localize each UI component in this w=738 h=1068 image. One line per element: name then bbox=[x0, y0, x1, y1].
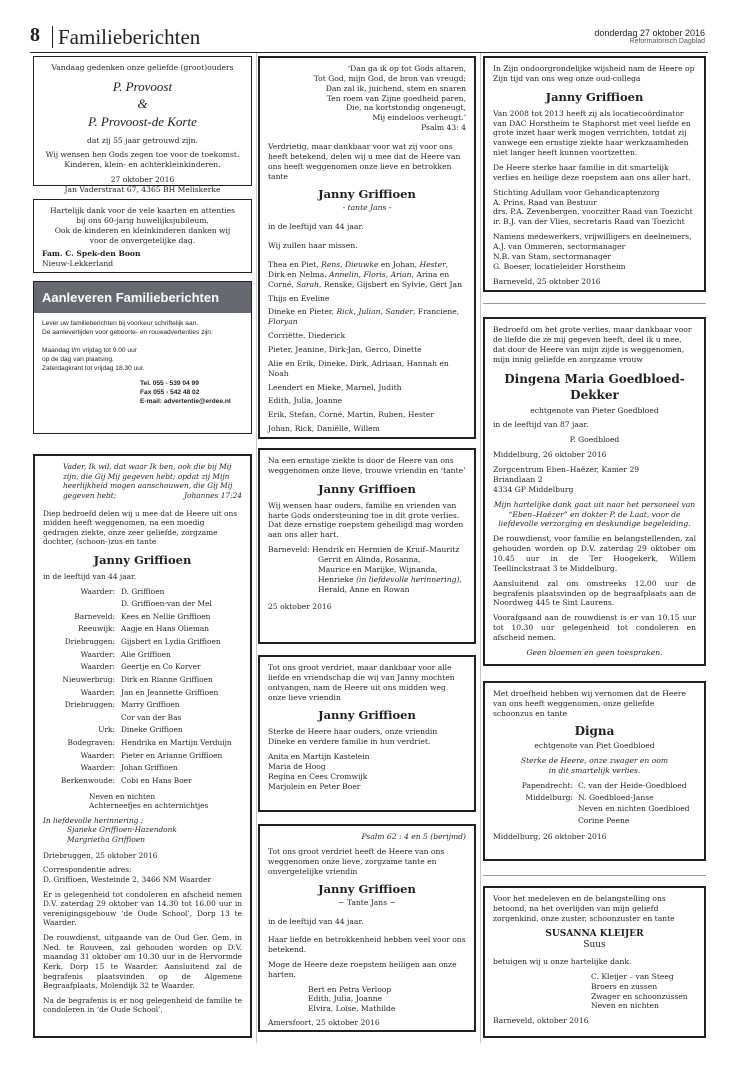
thanks-notice-kleijer bbox=[483, 886, 706, 1038]
family-names: Johan Griffioen bbox=[121, 763, 178, 773]
family-place: Driebruggen: bbox=[64, 637, 115, 647]
family-line: Dineke en Pieter, Rick, Julian, Sander, Franciene, Floryan bbox=[268, 307, 460, 327]
family-line: Edith, Julia, Joanne bbox=[268, 396, 343, 406]
thanks-line: bij ons 60-jarig huwelijksjubileum. bbox=[76, 215, 209, 225]
deceased-age: in de leeftijd van 44 jaar. bbox=[268, 222, 364, 232]
notice-paragraph: De rouwdienst, uitgaande van de Oud Ger. Gem. in Ned. te Rouveen, zal gehouden worden op D.V. maandag 31 oktober om 10.30 uur in de Hervormde Kerk, Dorp 15 te Waarder. Aansluitend zal de begrafenis plaatsvinden op de Algemene Begraafplaats, Molendijk 32 te Waarder. bbox=[43, 933, 242, 991]
family-line: Corriëtte, Diederick bbox=[268, 331, 346, 341]
verse-line: Ten roem van Zijne goedheid paren, bbox=[326, 93, 466, 103]
notice-paragraph: Na de begrafenis is er nog gelegenheid de familie te condoleren in ‘de Oude School’. bbox=[43, 995, 242, 1015]
signature-line: Barneveld: Hendrik en Hermien de Kruif–Mauritz bbox=[268, 545, 460, 555]
family-names: Geertje en Co Korver bbox=[121, 662, 201, 672]
family-names: Kees en Nellie Griffioen bbox=[121, 611, 211, 621]
notice-paragraph: Sterke de Heere haar ouders, onze vriendin Dineke en verdere familie in hun verdriet. bbox=[268, 727, 438, 747]
deceased-nickname: ~ Tante Jans ~ bbox=[338, 898, 396, 908]
anniversary-ampersand: & bbox=[137, 96, 148, 112]
address-line: 4334 GP Middelburg bbox=[493, 484, 574, 494]
signature-line: ir. B.J. van der Vlies, secretaris Raad van Toezicht bbox=[493, 217, 685, 227]
verse-reference: Psalm 62 : 4 en 5 (berijmd) bbox=[361, 832, 466, 841]
signature-line: Namens medewerkers, vrijwilligers en deelnemers, bbox=[493, 232, 692, 242]
notice-paragraph: Wij wensen haar ouders, familie en vrienden van harte Gods ondersteuning toe in dit grote verlies. Dat deze ernstige roepstem geheiligd mag worden aan ons aller hart. bbox=[268, 500, 464, 540]
notice-date: 25 oktober 2016 bbox=[268, 602, 332, 612]
signature-line: Stichting Adullam voor Gehandicaptenzorg bbox=[493, 187, 660, 197]
signature-line: Henrieke bbox=[318, 574, 354, 584]
anniversary-date: 27 oktober 2016 bbox=[110, 175, 175, 185]
deceased-name: Janny Griffioen bbox=[318, 481, 416, 496]
notice-paragraph: Aansluitend zal om omstreeks 12.00 uur de begrafenis plaatsvinden op de begraafplaats aan de Noordweg 445 te Sint Laurens. bbox=[493, 578, 696, 608]
issue-date: donderdag 27 oktober 2016 bbox=[594, 28, 705, 38]
signature-line: Broers en zussen bbox=[591, 981, 658, 991]
deceased-name: Janny Griffioen bbox=[318, 187, 416, 202]
family-names: Hendrika en Martijn Verduijn bbox=[121, 738, 232, 748]
family-list bbox=[268, 260, 466, 434]
notice-paragraph: Haar liefde en betrokkenheid hebben veel voor ons betekend. bbox=[268, 935, 466, 954]
notice-place-date: Barneveld, 25 oktober 2016 bbox=[493, 276, 601, 286]
memory-name: Margrietha Griffioen bbox=[67, 835, 145, 845]
family-place bbox=[493, 804, 573, 814]
signature-line: Elvira, Loïse, Mathilde bbox=[308, 1004, 396, 1014]
relatives-line: Achterneefjes en achternichtjes bbox=[89, 801, 209, 811]
family-line: Thijs en Eveline bbox=[268, 293, 330, 303]
thanks-line: Hartelijk dank voor de vele kaarten en attenties bbox=[49, 206, 236, 215]
signature-line: A. Prins, Raad van Bestuur bbox=[493, 197, 597, 207]
notice-place-date: Middelburg, 26 oktober 2016 bbox=[493, 832, 607, 842]
deceased-name: SUSANNA KLEIJER bbox=[545, 928, 644, 939]
family-line: Leendert en Mieke, Marnel, Judith bbox=[268, 382, 402, 392]
family-line: Erik, Stefan, Corné, Martin, Ruben, Hester bbox=[268, 410, 435, 420]
notice-paragraph: De Heere sterke haar familie in dit smartelijk verlies en heilige deze roepstem aan ons aller hart. bbox=[493, 162, 691, 182]
family-place: Waarder: bbox=[80, 662, 115, 672]
death-notice-family bbox=[33, 454, 252, 1038]
notice-intro: Met droefheid hebben wij vernomen dat de Heere van ons heeft weggenomen, onze geliefde schoonzus en tante bbox=[493, 689, 687, 718]
deceased-name: Janny Griffioen bbox=[93, 553, 192, 567]
family-place: Waarder: bbox=[80, 750, 115, 760]
signature-line: Anita en Martijn Kastelein bbox=[268, 752, 370, 762]
family-place bbox=[493, 816, 573, 826]
family-place: Driebruggen: bbox=[64, 700, 115, 710]
family-place: Barneveld: bbox=[74, 611, 115, 621]
deceased-name: Janny Griffioen bbox=[318, 882, 416, 897]
deceased-nickname: Suus bbox=[583, 940, 606, 951]
anniversary-address: Jan Vaderstraat 67, 4365 BH Meliskerke bbox=[64, 184, 221, 194]
relatives-line: Neven en nichten bbox=[89, 791, 156, 801]
family-names: Aagje en Hans Olieman bbox=[121, 624, 210, 634]
family-names: Cor van der Bas bbox=[121, 712, 182, 722]
family-place: Waarder: bbox=[80, 649, 115, 659]
memory-label: In liefdevolle herinnering : bbox=[43, 815, 144, 825]
family-names: N. Goedbloed-Janse bbox=[578, 792, 654, 802]
family-place: Waarder: bbox=[80, 687, 115, 697]
death-notice-friends bbox=[258, 655, 476, 812]
signature-line: Maurice en Marijke, Wijnanda, bbox=[318, 564, 438, 574]
verse-line: zijn, die Gij Mij gegeven hebt; opdat zij Mijn bbox=[63, 471, 230, 481]
thanks-notice bbox=[33, 199, 252, 273]
deceased-name: Digna bbox=[574, 723, 615, 738]
notice-intro: Na een ernstige ziekte is door de Heere van ons weggenomen onze lieve, trouwe vriendin en ‘tante’ bbox=[268, 456, 466, 475]
verse-line: gegeven hebt; bbox=[63, 490, 117, 500]
notice-intro: Verdrietig, maar dankbaar voor wat zij voor ons heeft betekend, delen wij u mee dat de Heere van ons heeft weggenomen onze lieve en betrokken tante bbox=[268, 142, 461, 181]
submission-phone: Tel. 055 - 539 04 99 bbox=[140, 380, 199, 388]
signature-line: Marjolein en Peter Boer bbox=[268, 781, 361, 791]
page-header bbox=[0, 0, 738, 52]
family-place: Berkenwoude: bbox=[60, 775, 115, 785]
memory-note: (in liefdevolle herinnering), bbox=[356, 574, 462, 584]
anniversary-line: Wij wensen hen Gods zegen toe voor de toekomst. bbox=[45, 150, 240, 160]
family-list bbox=[43, 587, 242, 786]
verse-reference: Johannes 17:24 bbox=[184, 490, 242, 500]
section-rule bbox=[483, 875, 706, 876]
deceased-age: in de leeftijd van 87 jaar. bbox=[493, 420, 589, 430]
deceased-name: Janny Griffioen bbox=[545, 89, 644, 104]
family-names: Cobi en Hans Boer bbox=[121, 775, 192, 785]
newspaper-name: Reformatorisch Dagblad bbox=[629, 38, 705, 45]
address-line: Zorgcentrum Eben–Haëzer, Kamer 29 bbox=[493, 465, 640, 475]
family-names: Dirk en Rianne Griffioen bbox=[121, 674, 213, 684]
submission-fax: Fax 055 - 542 48 02 bbox=[140, 389, 200, 397]
anniversary-line: Kinderen, klein- en achterkleinkinderen. bbox=[64, 160, 221, 170]
column-divider bbox=[480, 53, 481, 1043]
verse-line: Tot God, mijn God, de bron van vreugd; bbox=[313, 73, 466, 83]
notice-place-date: Middelburg, 26 oktober 2016 bbox=[493, 450, 607, 460]
notice-intro: Voor het medeleven en de belangstelling ons betoond, na het overlijden van mijn geliefd zorgenkind, onze zuster, schoonzuster en tante bbox=[493, 894, 675, 923]
anniversary-intro: Vandaag gedenken onze geliefde (groot)ouders bbox=[51, 63, 234, 72]
verse-line: Sterke de Heere, onze zwager en oom bbox=[520, 756, 669, 766]
family-names: C. van der Heide-Goedbloed bbox=[578, 780, 687, 790]
notice-place-date: Amersfoort, 25 oktober 2016 bbox=[268, 1018, 380, 1028]
submission-line: op de dag van plaatsing. bbox=[42, 355, 114, 363]
family-line: Alie en Erik, Dineke, Dirk, Adriaan, Hannah en Noah bbox=[268, 358, 449, 378]
signature-line: Gerrit en Alinda, Rosanna, bbox=[318, 554, 421, 564]
anniversary-line: dat zij 55 jaar getrouwd zijn. bbox=[87, 135, 198, 145]
family-place: Reeuwijk: bbox=[77, 624, 115, 634]
signature-line: G. Boeser, locatieleider Horstheim bbox=[493, 261, 626, 271]
notice-intro: Bedroefd om het grote verlies, maar dankbaar voor de liefde die ze mij gegeven heeft, deel ik u mee, dat door de Heere van mijn zijde is weggenomen, mijn innig geliefde en zorgzame vrouw bbox=[493, 325, 692, 364]
notice-place-date: Barneveld, oktober 2016 bbox=[493, 1016, 589, 1026]
page-number: 8 bbox=[30, 24, 40, 46]
deceased-name: Dingena Maria Goedbloed- bbox=[504, 372, 685, 387]
verse-line: in dit smartelijk verlies. bbox=[548, 765, 641, 775]
family-place: Urk: bbox=[98, 725, 115, 735]
signature-line: Bert en Petra Verloop bbox=[308, 984, 392, 994]
death-notice-colleagues bbox=[483, 56, 706, 292]
section-rule bbox=[483, 303, 706, 304]
deceased-name-continued: Dekker bbox=[570, 388, 619, 403]
thanks-message: Mijn hartelijke dank gaat uit naar het personeel van “Eben–Haëzer” en dokter P. de Laat, voor de liefdevolle verzorging en deskundige begeleiding. bbox=[493, 499, 696, 529]
notice-paragraph: Er is gelegenheid tot condoleren en afscheid nemen D.V. zaterdag 29 oktober van 14.30 tot 16.00 uur in verenigingsgebouw ‘de Oude School’, Dorp 13 te Waarder. bbox=[43, 889, 242, 928]
thanks-place: Nieuw-Lekkerland bbox=[42, 259, 114, 269]
family-names: Marry Griffioen bbox=[121, 700, 180, 710]
signature-line: Regina en Cees Cromwijk bbox=[268, 771, 368, 781]
verse-line: Die, na kortstondig ongeneugt, bbox=[346, 103, 466, 113]
verse-line: Vader, Ik wil, dat waar Ik ben, ook die bij Mij bbox=[63, 462, 232, 471]
family-place: Nieuwerbrug: bbox=[62, 674, 115, 684]
thanks-line: voor de onvergetelijke dag. bbox=[89, 235, 196, 245]
signature-line: drs. P.A. Zevenbergen, voorzitter Raad van Toezicht bbox=[493, 207, 693, 217]
notice-intro: Diep bedroefd delen wij u mee dat de Heere uit ons midden heeft weggenomen, na een moedig gedragen ziekte, onze zeer geliefde, zorgzame dochter, (schoon-)zus en tante bbox=[43, 508, 238, 547]
family-line: Johan, Rick, Daniëlle, Willem bbox=[268, 424, 380, 434]
death-notice-amersfoort bbox=[258, 824, 476, 1032]
column-divider bbox=[256, 53, 257, 1043]
notice-paragraph: Voorafgaand aan de rouwdienst is er van 10.15 uur tot 10.30 uur gelegenheid tot condoleren en afscheid nemen. bbox=[493, 613, 696, 642]
family-list bbox=[493, 781, 696, 826]
signature: P. Goedbloed bbox=[569, 435, 620, 445]
verse-line: heerlijkheid mogen aanschouwen, die Gij Mij bbox=[63, 481, 233, 491]
header-rule bbox=[30, 52, 708, 53]
signature-line: Edith, Julia, Joanne bbox=[308, 994, 383, 1004]
death-notice-nieces-nephews bbox=[258, 56, 476, 439]
verse-line: Mij eindeloos verheugt.’ bbox=[372, 113, 466, 123]
notice-place-date: Driebruggen, 25 oktober 2016 bbox=[43, 850, 158, 860]
deceased-spouse: echtgenote van Piet Goedbloed bbox=[534, 741, 655, 751]
family-line: Thea en Piet, Rens, Dieuwke en Johan, Hester, Dirk en Nelma, Annelin, Floris, Arian, Arina en Corné, Sarah, Renske, Gijsbert en Sylvie, Gert Jan bbox=[268, 259, 462, 289]
anniversary-notice bbox=[33, 56, 252, 194]
submission-line: Zaterdagkrant tot vrijdag 18.30 uur. bbox=[42, 364, 145, 372]
anniversary-name-2: P. Provoost-de Korte bbox=[88, 113, 197, 129]
thanks-message: betuigen wij u onze hartelijke dank. bbox=[493, 956, 632, 966]
submission-line: Lever uw familieberichten bij voorkeur schriftelijk aan. bbox=[42, 320, 199, 327]
family-place bbox=[43, 599, 115, 609]
signature-line: Herald, Anne en Rowan bbox=[318, 584, 410, 594]
thanks-line: Ook de kinderen en kleinkinderen danken wij bbox=[54, 225, 231, 235]
notice-intro: In Zijn ondoorgrondelijke wijsheid nam de Heere op Zijn tijd van ons weg onze oud-collega bbox=[493, 64, 695, 83]
family-names: Neven en nichten Goedbloed bbox=[578, 804, 690, 814]
thanks-signature: Fam. C. Spek-den Boon bbox=[42, 249, 141, 259]
header-divider bbox=[52, 26, 53, 48]
memory-name: Sjaneke Griffioen-Hazendonk bbox=[67, 825, 177, 835]
submission-line: De aanlevertijden voor geboorte- en rouwadvertenties zijn: bbox=[42, 328, 213, 336]
death-notice-friends-barneveld bbox=[258, 448, 476, 644]
notice-paragraph: Van 2008 tot 2013 heeft zij als locatiecoördinator van DAC Horstheim te Staphorst met veel liefde en grote inzet haar werk mogen verrichten, totdat zij vanwege een ernstige ziekte haar werkzaamheden niet langer heeft kunnen voortzetten. bbox=[493, 108, 691, 158]
signature-line: N.B. van Stam, sectormanager bbox=[493, 251, 611, 261]
signature-line: Maria de Hoog bbox=[268, 761, 326, 771]
family-names: Alie Griffioen bbox=[121, 649, 171, 659]
family-place: Bodegraven: bbox=[67, 738, 115, 748]
notice-paragraph: De rouwdienst, voor familie en belangstellenden, zal gehouden worden op D.V. zaterdag 29 oktober om 10.45 uur in de Ter Hoogekerk, Willem Teellinckstraat 3 te Middelburg. bbox=[493, 534, 696, 573]
family-place: Middelburg: bbox=[525, 792, 573, 802]
notice-intro: Tot ons groot verdriet heeft de Heere van ons weggenomen onze lieve, zorgzame tante en onvergetelijke vriendin bbox=[268, 846, 445, 876]
notice-intro: Tot ons groot verdriet, maar dankbaar voor alle liefde en vriendschap die wij van Janny mochten ontvangen, nam de Heere uit ons midden weg onze lieve vriendin bbox=[268, 663, 455, 702]
address-line: Briandlaan 2 bbox=[493, 474, 543, 484]
deceased-spouse: echtgenote van Pieter Goedbloed bbox=[530, 405, 659, 415]
death-notice-in-laws bbox=[483, 681, 706, 861]
submission-line: Maandag t/m vrijdag tot 9.00 uur bbox=[42, 346, 137, 354]
anniversary-name-1: P. Provoost bbox=[112, 78, 173, 94]
family-names: Pieter en Arianne Griffioen bbox=[121, 750, 223, 760]
family-names: Jan en Jeannette Griffioen bbox=[121, 687, 219, 697]
verse-line: ‘Dan ga ik op tot Gods altaren, bbox=[347, 64, 466, 73]
notice-line: Wij zullen haar missen. bbox=[268, 241, 358, 251]
death-notice-spouse bbox=[483, 317, 706, 666]
family-line: Pieter, Jeanine, Dirk-Jan, Gerco, Dinette bbox=[268, 344, 422, 354]
family-names: Corine Peene bbox=[578, 816, 630, 826]
verse-line: Dan zal ik, juichend, stem en snaren bbox=[325, 83, 466, 93]
signature-line: Zwager en schoonzussen bbox=[591, 991, 688, 1001]
deceased-name: Janny Griffioen bbox=[318, 708, 416, 723]
correspondence-label: Correspondentie adres: bbox=[43, 865, 132, 875]
notice-footnote: Geen bloemen en geen toespraken. bbox=[526, 647, 663, 657]
signature-line: C. Kleijer – van Steeg bbox=[591, 971, 674, 981]
signature-line: A.J. van Ommeren, sectormanager bbox=[493, 241, 626, 251]
submission-email[interactable]: E-mail: advertentie@erdee.nl bbox=[140, 398, 231, 406]
family-place bbox=[43, 713, 115, 723]
submission-title: Aanleveren Familieberichten bbox=[34, 282, 251, 313]
family-place: Papendrecht: bbox=[521, 780, 573, 790]
family-names: D. Griffioen-van der Mel bbox=[121, 599, 212, 609]
family-names: Dineke Griffioen bbox=[121, 725, 183, 735]
deceased-nickname: - tante Jans - bbox=[342, 203, 392, 213]
family-names: D. Griffioen bbox=[121, 586, 165, 596]
verse-reference: Psalm 43: 4 bbox=[421, 123, 466, 133]
deceased-age: in de leeftijd van 44 jaar. bbox=[43, 571, 137, 581]
section-title: Familieberichten bbox=[58, 25, 201, 49]
deceased-age: in de leeftijd van 44 jaar. bbox=[268, 917, 364, 927]
signature-line: Neven en nichten bbox=[591, 1001, 659, 1011]
correspondence-address: D. Griffioen, Westeinde 2, 3466 NM Waarder bbox=[43, 874, 212, 884]
family-names: Gijsbert en Lydia Griffioen bbox=[121, 637, 221, 647]
family-place: Waarder: bbox=[80, 586, 115, 596]
submission-info-box bbox=[33, 281, 252, 434]
notice-paragraph: Moge de Heere deze roepstem heiligen aan onze harten. bbox=[268, 959, 457, 979]
family-place: Waarder: bbox=[80, 763, 115, 773]
